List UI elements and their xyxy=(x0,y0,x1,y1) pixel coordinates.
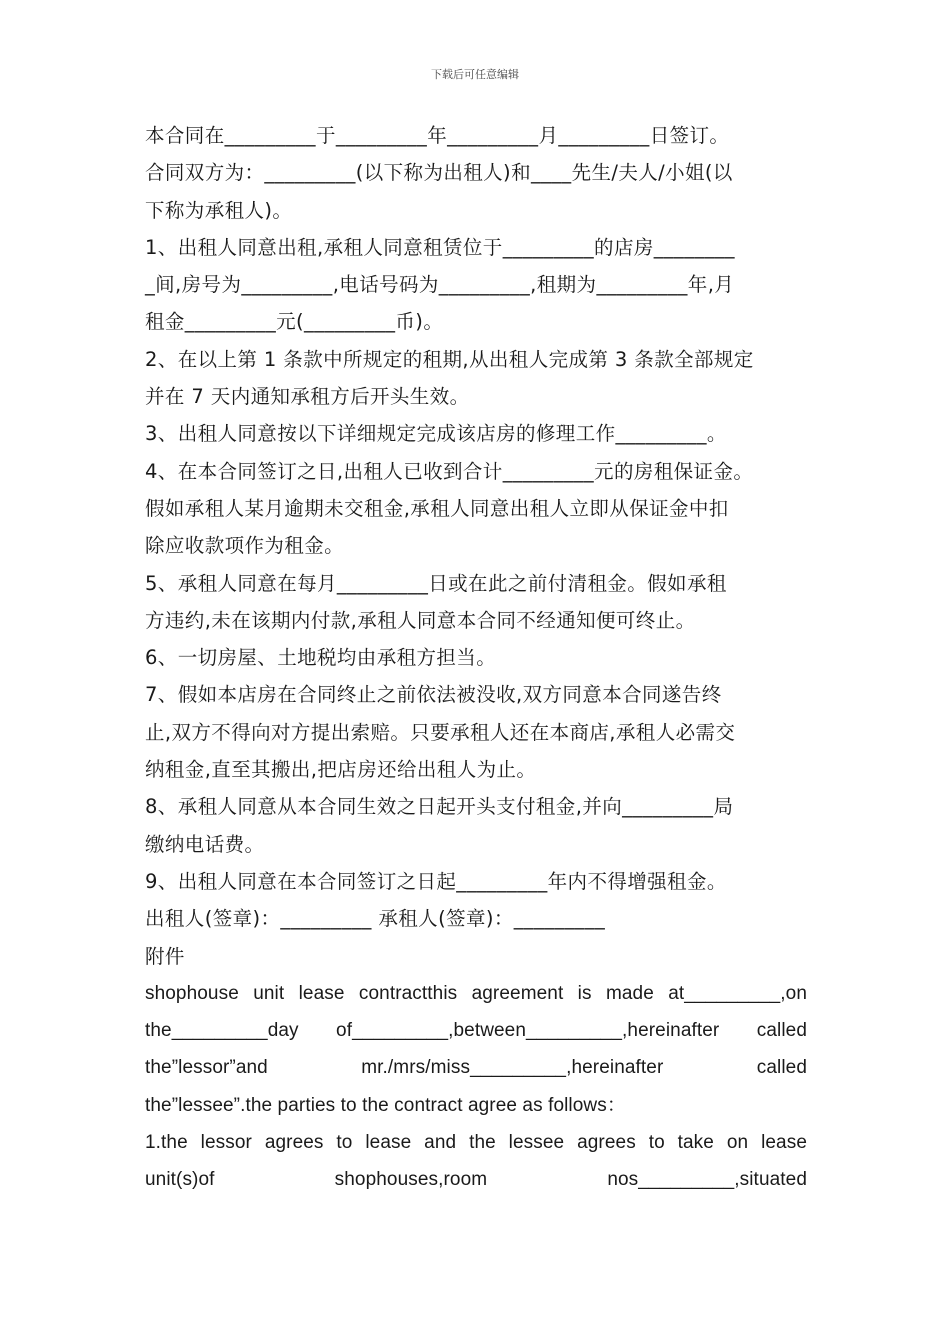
text-line-1: 本合同在_________于_________年_________月_________日签订。 xyxy=(145,124,730,147)
text-line-18: 纳租金,直至其搬出,把店房还给出租人为止。 xyxy=(145,758,537,782)
text-line-15: 6、一切房屋、土地税均由承租方担当。 xyxy=(145,646,497,670)
text-line-9: 3、出租人同意按以下详细规定完成该店房的修理工作_________。 xyxy=(145,422,727,446)
text-line-4: 1、出租人同意出租,承租人同意租赁位于_________的店房________ xyxy=(145,235,735,259)
text-line-14: 方违约,未在该期内付款,承租人同意本合同不经通知便可终止。 xyxy=(145,608,696,632)
text-line-12: 除应收款项作为租金。 xyxy=(145,534,345,558)
text-line-5: _间,房号为_________,电话号码为_________,租期为_________年,月 xyxy=(145,273,735,297)
text-line-10: 4、在本合同签订之日,出租人已收到合计_________元的房租保证金。 xyxy=(145,459,754,483)
text-line-8: 并在 7 天内通知承租方后开头生效。 xyxy=(145,385,470,409)
text-line-23: 附件 xyxy=(145,944,185,968)
text-line-3: 下称为承租人)。 xyxy=(145,198,293,222)
text-line-25: the_________day of_________,between_________,hereinafter called xyxy=(145,1020,807,1042)
text-line-26: the”lessor”and mr./mrs/miss_________,hereinafter called xyxy=(145,1057,807,1079)
text-line-11: 假如承租人某月逾期未交租金,承租人同意出租人立即从保证金中扣 xyxy=(145,496,729,520)
text-line-22: 出租人(签章)：_________ 承租人(签章)：_________ xyxy=(145,907,606,931)
text-line-6: 租金_________元(_________币)。 xyxy=(145,310,444,334)
text-line-17: 止,双方不得向对方提出索赔。只要承租人还在本商店,承租人必需交 xyxy=(145,720,736,744)
text-line-13: 5、承租人同意在每月_________日或在此之前付清租金。假如承租 xyxy=(145,571,727,595)
text-line-27: the”lessee”.the parties to the contract agree as follows： xyxy=(145,1094,626,1116)
text-line-20: 缴纳电话费。 xyxy=(145,832,265,856)
text-line-16: 7、假如本店房在合同终止之前依法被没收,双方同意本合同遂告终 xyxy=(145,683,722,707)
text-line-24: shophouse unit lease contractthis agreement is made at_________,on xyxy=(145,982,807,1004)
text-line-2: 合同双方为：_________(以下称为出租人)和____先生/夫人/小姐(以 xyxy=(145,161,733,185)
contract-body xyxy=(145,117,807,1199)
text-line-7: 2、在以上第 1 条款中所规定的租期,从出租人完成第 3 条款全部规定 xyxy=(145,347,754,371)
text-line-21: 9、出租人同意在本合同签订之日起_________年内不得增强租金。 xyxy=(145,869,727,893)
text-line-29: unit(s)of shophouses,room nos_________,situated xyxy=(145,1169,807,1191)
text-line-19: 8、承租人同意从本合同生效之日起开头支付租金,并向_________局 xyxy=(145,795,734,819)
header-note: 下载后可任意编辑 xyxy=(431,68,519,81)
text-line-28: 1.the lessor agrees to lease and the lessee agrees to take on lease xyxy=(145,1132,807,1154)
